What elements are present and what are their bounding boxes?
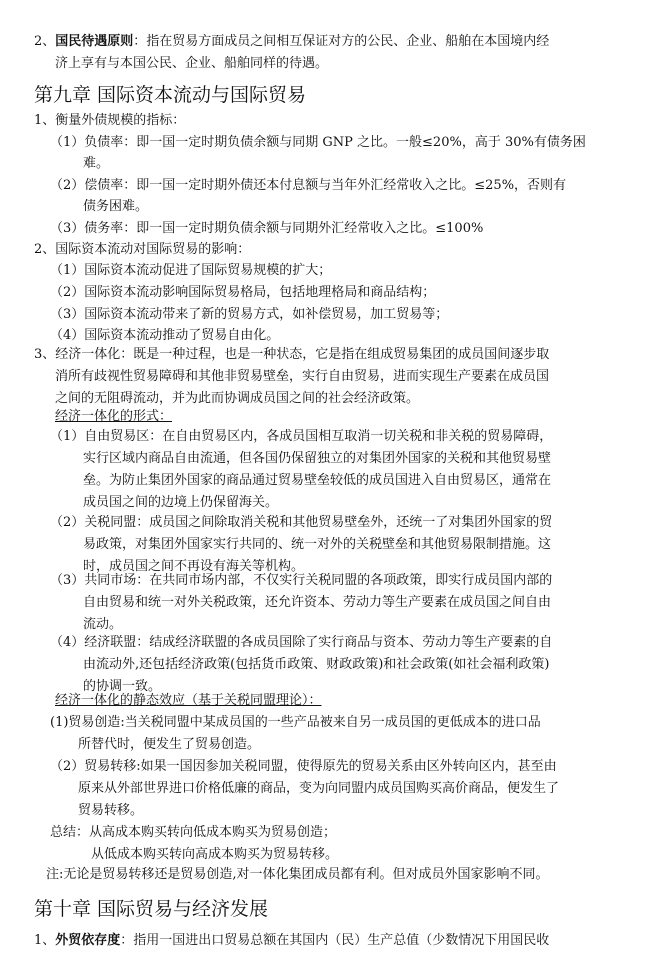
debt-ratio-line-1: （1）负债率：即一国一定时期负债余额与同期 GNP 之比。一般≤20%，高于 30%有债务困 — [50, 135, 586, 150]
customs-union-line-2: 易政策，对集团外国家实行共同的、统一对外的关税壁垒和其他贸易限制措施。这 — [83, 537, 552, 552]
term-national-treatment: 国民待遇原则 — [55, 34, 134, 49]
debt-indicators-heading: 1、衡量外债规模的指标： — [34, 113, 186, 128]
integration-def-line-1: 3、经济一体化：既是一种过程，也是一种状态，它是指在组成贸易集团的成员国间逐步取 — [34, 347, 550, 362]
customs-union-line-1: （2）关税同盟：成员国之间除取消关税和其他贸易壁垒外，还统一了对集团外国家的贸 — [50, 515, 553, 530]
economic-union-line-1: （4）经济联盟：结成经济联盟的各成员国除了实行商品与资本、劳动力等生产要素的自 — [50, 635, 553, 650]
capital-flow-heading: 2、国际资本流动对国际贸易的影响： — [34, 242, 251, 257]
trade-dependence-line — [34, 932, 549, 950]
national-treatment-line-1 — [34, 33, 549, 51]
customs-union-line-3: 时，成员国之间不再设有海关等机构。 — [83, 559, 305, 574]
summary-line-2: 从低成本购买转向高成本购买为贸易转移。 — [91, 847, 339, 862]
capital-flow-item-4: （4）国际资本流动推动了贸易自由化。 — [50, 328, 280, 343]
national-treatment-line-2: 济上享有与本国公民、企业、船舶同样的待遇。 — [55, 56, 329, 71]
debt-ratio-line-2: 难。 — [83, 156, 110, 171]
economic-union-line-3: 的协调一致。 — [83, 679, 162, 694]
capital-flow-item-1: （1）国际资本流动促进了国际贸易规模的扩大； — [50, 263, 332, 278]
term-trade-dependence: 外贸依存度 — [55, 933, 121, 948]
fta-line-4: 成员国之间的边境上仍保留海关。 — [83, 495, 279, 510]
debt-export-ratio-line: （3）债务率：即一国一定时期负债余额与同期外汇经常收入之比。≤100% — [50, 221, 484, 236]
common-market-line-2: 自由贸易和统一对外关税政策，还允许资本、劳动力等生产要素在成员国之间自由 — [83, 595, 552, 610]
integration-forms-heading: 经济一体化的形式： — [55, 409, 173, 424]
note-line: 注:无论是贸易转移还是贸易创造,对一体化集团成员都有利。但对成员外国家影响不同。 — [46, 867, 549, 882]
capital-flow-item-3: （3）国际资本流动带来了新的贸易方式，如补偿贸易，加工贸易等； — [50, 307, 449, 322]
summary-line-1: 总结：从高成本购买转向低成本购买为贸易创造； — [50, 825, 337, 840]
trade-creation-line-2: 所替代时，便发生了贸易创造。 — [78, 737, 261, 752]
chapter-10-heading: 第十章 国际贸易与经济发展 — [34, 898, 269, 920]
capital-flow-item-2: （2）国际资本流动影响国际贸易格局，包括地理格局和商品结构； — [50, 285, 436, 300]
debt-service-ratio-line-1: （2）偿债率：即一国一定时期外债还本付息额与当年外汇经常收入之比。≤25%，否则有 — [50, 178, 567, 193]
economic-union-line-2: 由流动外,还包括经济政策(包括货币政策、财政政策)和社会政策(如社会福利政策) — [83, 657, 550, 672]
item-number: 1、 — [34, 933, 56, 948]
chapter-9-title: 第九章 国际资本流动与国际贸易 — [34, 84, 307, 106]
fta-line-2: 实行区域内商品自由流通，但各国仍保留独立的对集团外国家的关税和其他贸易壁 — [83, 451, 552, 466]
integration-def-line-3: 之间的无阻碍流动，并为此而协调成员国之间的社会经济政策。 — [55, 391, 420, 406]
item-number: 2、 — [34, 34, 56, 49]
static-effects-heading: 经济一体化的静态效应（基于关税同盟理论）： — [55, 693, 322, 708]
fta-line-1: （1）自由贸易区：在自由贸易区内，各成员国相互取消一切关税和非关税的贸易障碍， — [50, 429, 553, 444]
integration-def-line-2: 消所有歧视性贸易障碍和其他非贸易壁垒，实行自由贸易，进而实现生产要素在成员国 — [55, 369, 550, 384]
definition-text: ：指在贸易方面成员之间相互保证对方的公民、企业、船舶在本国境内经 — [133, 34, 550, 49]
trade-diversion-line-1: （2）贸易转移:如果一国因参加关税同盟，使得原先的贸易关系由区外转向区内，甚至由 — [50, 759, 557, 774]
common-market-line-1: （3）共同市场：在共同市场内部，不仅实行关税同盟的各项政策，即实行成员国内部的 — [50, 573, 553, 588]
trade-diversion-line-3: 贸易转移。 — [78, 803, 144, 818]
fta-line-3: 垒。为防止集团外国家的商品通过贸易壁垒较低的成员国进入自由贸易区，通常在 — [83, 473, 552, 488]
definition-text: ：指用一国进出口贸易总额在其国内（民）生产总值（少数情况下用国民收 — [120, 933, 550, 948]
common-market-line-3: 流动。 — [83, 617, 123, 632]
trade-creation-line-1: (1)贸易创造:当关税同盟中某成员国的一些产品被来自另一成员国的更低成本的进口品 — [50, 715, 541, 730]
debt-service-ratio-line-2: 债务困难。 — [83, 199, 149, 214]
trade-diversion-line-2: 原来从外部世界进口价格低廉的商品，变为向同盟内成员国购买高价商品，便发生了 — [78, 781, 560, 796]
